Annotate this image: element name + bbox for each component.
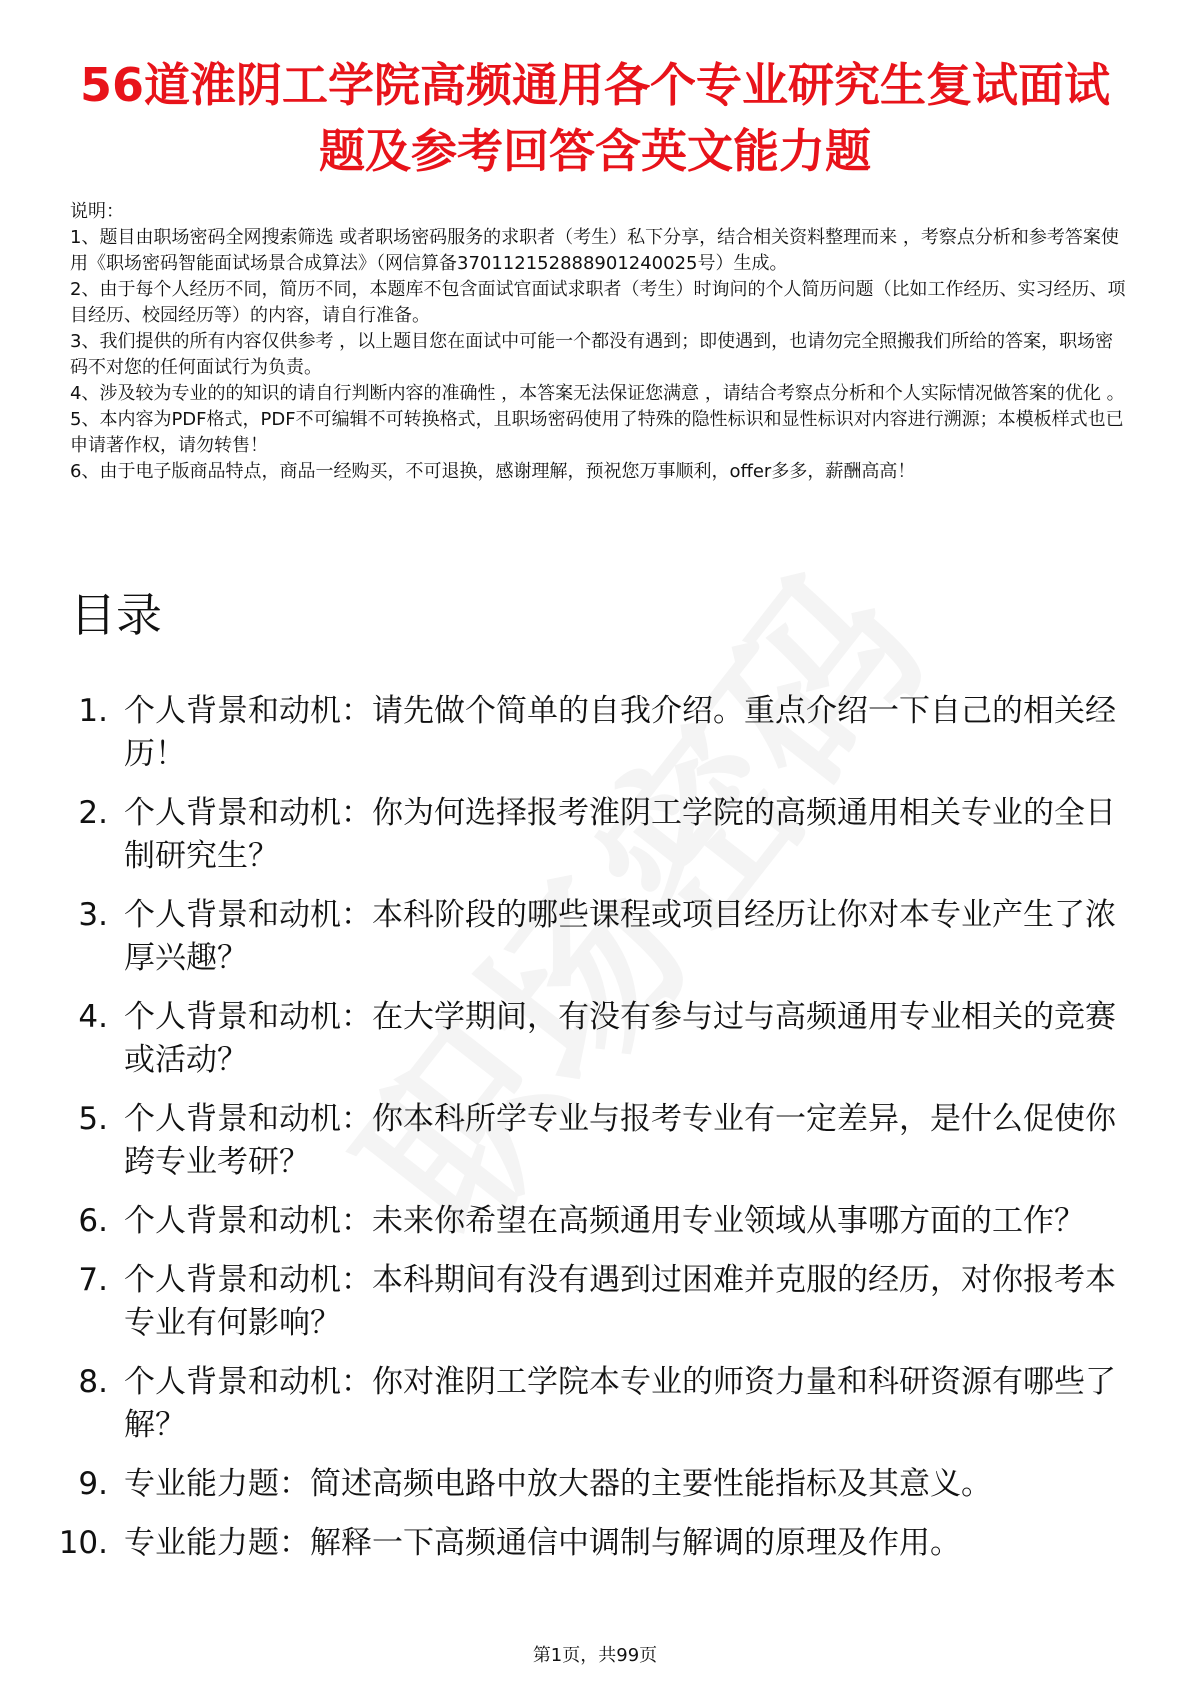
toc-item[interactable]	[56, 894, 1126, 980]
toc-item-text: 个人背景和动机：你为何选择报考淮阴工学院的高频通用相关专业的全日制研究生？	[124, 795, 1116, 874]
toc-item-number: 5.	[78, 1101, 108, 1137]
toc-item[interactable]	[56, 1522, 1126, 1565]
table-of-contents	[56, 690, 1126, 1581]
toc-heading: 目录	[70, 588, 162, 642]
toc-item-number: 2.	[78, 795, 108, 831]
toc-item[interactable]	[56, 1200, 1126, 1243]
notes-section	[70, 199, 1130, 485]
page-footer: 第1页，共99页	[532, 1645, 658, 1666]
toc-item-text: 个人背景和动机：你对淮阴工学院本专业的师资力量和科研资源有哪些了解？	[124, 1364, 1116, 1443]
toc-item-number: 1.	[78, 693, 108, 729]
note-item: 2、由于每个人经历不同，简历不同，本题库不包含面试官面试求职者（考生）时询问的个人简历问题（比如工作经历、实习经历、项目经历、校园经历等）的内容，请自行准备。	[70, 279, 1126, 326]
toc-item-text: 个人背景和动机：本科阶段的哪些课程或项目经历让你对本专业产生了浓厚兴趣？	[124, 897, 1116, 976]
toc-item-number: 4.	[78, 999, 108, 1035]
toc-item-number: 6.	[78, 1203, 108, 1239]
toc-item[interactable]	[56, 792, 1126, 878]
toc-item-number: 8.	[78, 1364, 108, 1400]
toc-item-text: 专业能力题：简述高频电路中放大器的主要性能指标及其意义。	[124, 1466, 992, 1502]
toc-item[interactable]	[56, 1098, 1126, 1184]
toc-item-text: 个人背景和动机：在大学期间，有没有参与过与高频通用专业相关的竞赛或活动？	[124, 999, 1116, 1078]
toc-item-text: 个人背景和动机：请先做个简单的自我介绍。重点介绍一下自己的相关经历！	[124, 693, 1116, 772]
toc-item[interactable]	[56, 690, 1126, 776]
toc-item-text: 个人背景和动机：你本科所学专业与报考专业有一定差异，是什么促使你跨专业考研？	[124, 1101, 1116, 1180]
toc-item-number: 10.	[58, 1525, 108, 1561]
note-item: 5、本内容为PDF格式，PDF不可编辑不可转换格式，且职场密码使用了特殊的隐性标识和显性标识对内容进行溯源；本模板样式也已申请著作权，请勿转售！	[70, 409, 1124, 456]
toc-item[interactable]	[56, 1463, 1126, 1506]
toc-item-number: 3.	[78, 897, 108, 933]
note-item: 3、我们提供的所有内容仅供参考 ，以上题目您在面试中可能一个都没有遇到；即使遇到，也请勿完全照搬我们所给的答案，职场密码不对您的任何面试行为负责。	[70, 331, 1114, 378]
toc-item[interactable]	[56, 996, 1126, 1082]
note-item: 6、由于电子版商品特点，商品一经购买，不可退换，感谢理解，预祝您万事顺利，offer多多，薪酬高高！	[70, 461, 916, 482]
note-item: 1、题目由职场密码全网搜索筛选 或者职场密码服务的求职者（考生）私下分享，结合相关资料整理而来 ，考察点分析和参考答案使用《职场密码智能面试场景合成算法》（网信算备370112152888901240025号）生成。	[70, 227, 1119, 274]
toc-item-number: 9.	[78, 1466, 108, 1502]
notes-heading: 说明：	[70, 201, 124, 222]
toc-item-text: 个人背景和动机：未来你希望在高频通用专业领域从事哪方面的工作？	[124, 1203, 1085, 1239]
toc-item[interactable]	[56, 1361, 1126, 1447]
toc-item-number: 7.	[78, 1262, 108, 1298]
toc-item-text: 个人背景和动机：本科期间有没有遇到过困难并克服的经历，对你报考本专业有何影响？	[124, 1262, 1116, 1341]
note-item: 4、涉及较为专业的的知识的请自行判断内容的准确性 ，本答案无法保证您满意 ，请结合考察点分析和个人实际情况做答案的优化 。	[70, 383, 1125, 404]
toc-item[interactable]	[56, 1259, 1126, 1345]
document-title: 56道淮阴工学院高频通用各个专业研究生复试面试题及参考回答含英文能力题	[79, 58, 1110, 178]
toc-item-text: 专业能力题：解释一下高频通信中调制与解调的原理及作用。	[124, 1525, 961, 1561]
